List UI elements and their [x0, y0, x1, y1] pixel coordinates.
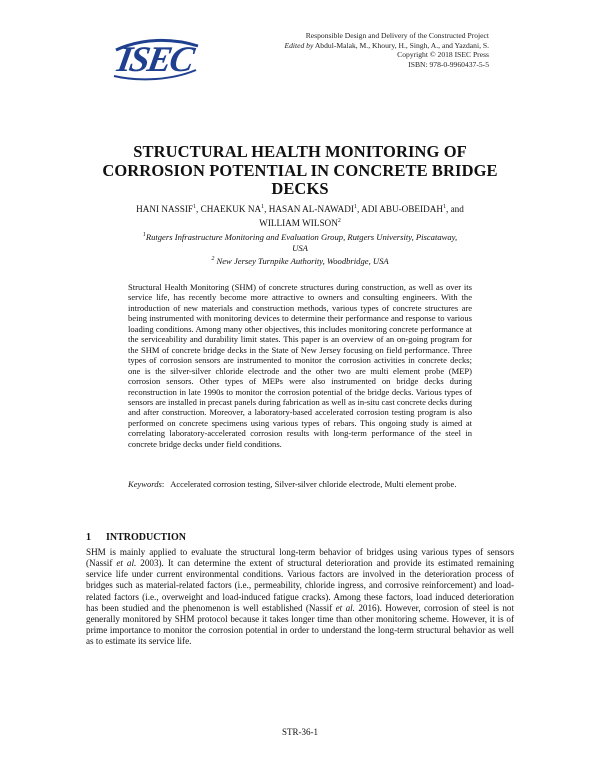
affiliations — [110, 230, 490, 267]
section-heading-introduction: 1 INTRODUCTION — [86, 532, 187, 543]
proceedings-header — [229, 31, 489, 69]
paper-title: STRUCTURAL HEALTH MONITORING OF CORROSION POTENTIAL IN CONCRETE BRIDGE DECKS — [102, 142, 498, 198]
copyright-line: Copyright © 2018 ISEC Press — [397, 50, 489, 60]
page-number: STR-36-1 — [282, 727, 318, 737]
proceedings-title: Responsible Design and Delivery of the Constructed Project — [305, 31, 489, 40]
isec-logo — [112, 36, 202, 82]
isbn-line: ISBN: 978-0-9960437-5-5 — [408, 59, 489, 69]
introduction-paragraph: SHM is mainly applied to evaluate the structural long-term behavior of bridges using various types of sensors (Nassif et al. 2003). It can determine the extent of structural deterioration and provide its estimated remaining service life under current environmental conditions. Various factors are involved in the deterioration process of bridges such as material-related factors (i.e., permeability, chloride ingress, and corrosive reinforcement) and load-related factors (i.e., overweight and load-induced fatigue cracks). Among these factors, load induced deterioration has been studied and the phenomenon is well established (Nassif et al. 2016). However, corrosion of steel is not generally monitored by SHM protocol because it takes longer time than other monitoring scheme. However, it is of prime importance to monitor the corrosion potential in order to understand the long-term structural behavior as well as to estimate its service life. — [86, 547, 515, 647]
author-list: HANI NASSIF$^1$, CHAEKUK $NA^1$, HASAN AL-NAWADI$^1$, ADI ABU-OBEIDAH$^1$, and WILLIAM WILSON$^2$ — [136, 204, 464, 228]
keywords-text: Accelerated corrosion testing, Silver-silver chloride electrode, Multi element probe. — [170, 479, 457, 489]
isec-logo-text: ISEC — [114, 39, 196, 79]
affiliation-1-country: USA — [292, 242, 308, 253]
keywords: Keywords: Accelerated corrosion testing, Silver-silver chloride electrode, Multi element probe. — [128, 479, 457, 489]
abstract: Structural Health Monitoring (SHM) of concrete structures during construction, as well as over its service life, has recently become more attractive to owners and consulting engineers. With the introduction of new materials and construction methods, various types of concrete structures are being instrumented with monitoring devices to determine their performance and response to various loading conditions. Among many other objectives, this includes monitoring concrete performance at the serviceability and durability limit states. This paper is an overview of an on-going program for the SHM of concrete bridge decks in the State of New Jersey focusing on field performance. Three types of corrosion sensors are instrumented to monitor the corrosion activities in concrete decks; one is the silver-silver chloride electrode and the other two are multi element probe (MEP) corrosion sensors. Other types of MEPs were also instrumented on bridge decks during reconstruction in late 1990s to monitor the corrosion potential of the bridge decks. Various types of sensors are installed in precast panels during fabrication as well as in-situ cast concrete decks during and after construction. Moreover, a laboratory-based accelerated corrosion testing program is also performed on concrete specimens using various types of rebars. This ongoing study is aimed at correlating laboratory-accelerated corrosion results with long-term performance of the steel in concrete bridge decks under field conditions. — [128, 282, 472, 449]
keywords-label: Keywords — [128, 479, 162, 489]
affiliation-2: $^2$ New Jersey Turnpike Authority, Woodbridge, USA — [211, 255, 389, 266]
affiliation-1: $^1$Rutgers Infrastructure Monitoring and Evaluation Group, Rutgers University, Piscataway, — [142, 231, 458, 242]
proceedings-editors: Edited by Abdul-Malak, M., Khoury, H., Singh, A., and Yazdani, S. — [284, 40, 489, 50]
